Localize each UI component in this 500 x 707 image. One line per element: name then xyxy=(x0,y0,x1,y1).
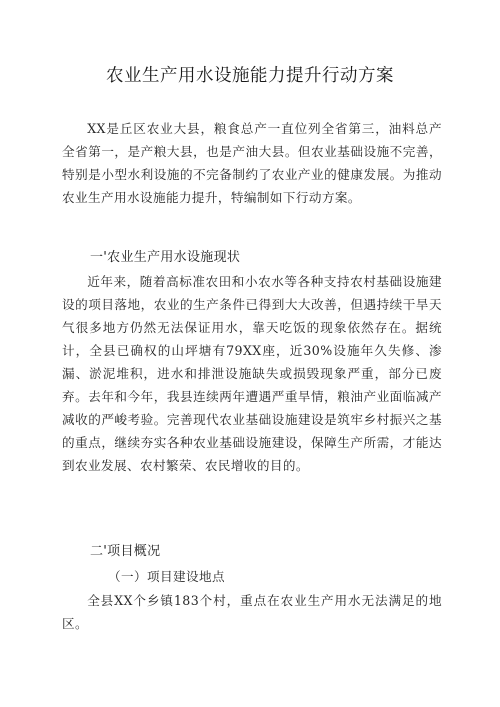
section-1-heading: 一'农业生产用水设施现状 xyxy=(90,250,241,265)
section-1-paragraph: 近年来，随着高标准农田和小农水等各种支持农村基础设施建设的项目落地，农业的生产条件已得到大大改善，但遇持续干旱天气很多地方仍然无法保证用水，靠天吃饭的现象依然存在。据统计，全县已确权的山坪塘有79XX座，近30%设施年久失修、渗漏、淤泥堆积，进水和排泄设施缺失或损毁现象严重，部分已废弃。去年和今年，我县连续两年遭遇严重旱情，粮油产业面临减产减收的严峻考验。完善现代农业基础设施建设是筑牢乡村振兴之基的重点，继续夯实各种农业基础设施建设，保障生产所需，才能达到农业发展、农村繁荣、农民增收的目的。 xyxy=(62,274,442,473)
intro-paragraph: XX是丘区农业大县，粮食总产一直位列全省第三，油料总产全省第一，是产粮大县，也是产油大县。但农业基础设施不完善，特别是小型水利设施的不完备制约了农业产业的健康发展。为推动农业生产用水设施能力提升，特编制如下行动方案。 xyxy=(62,121,442,205)
section-2-location-paragraph: 全县XX个乡镇183个村，重点在农业生产用水无法满足的地区。 xyxy=(62,593,442,631)
document-title: 农业生产用水设施能力提升行动方案 xyxy=(106,66,394,86)
section-2-subheading-location: （一）项目建设地点 xyxy=(108,569,225,584)
section-2-heading: 二'项目概况 xyxy=(90,544,161,559)
